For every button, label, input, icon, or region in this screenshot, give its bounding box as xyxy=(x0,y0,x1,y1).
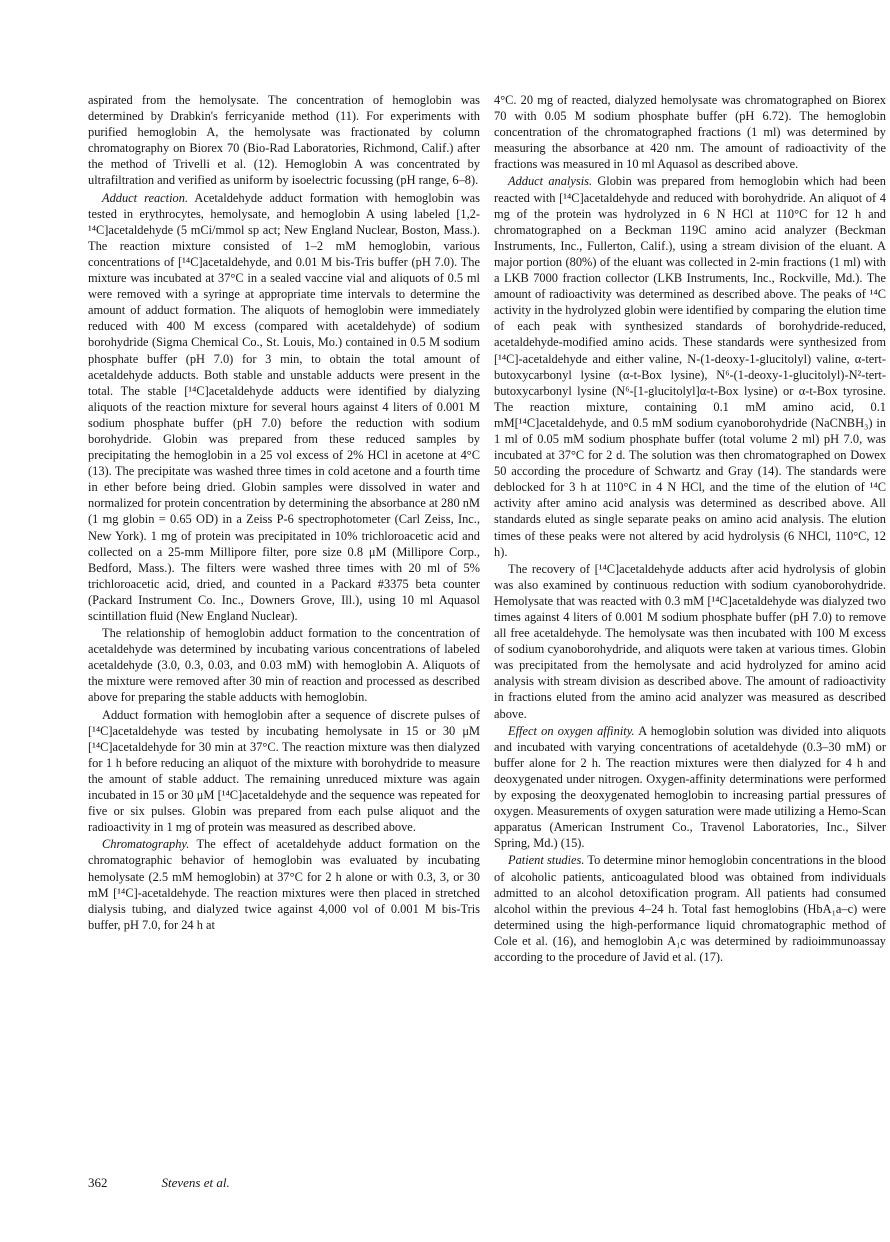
page-number: 362 xyxy=(88,1175,108,1190)
paragraph xyxy=(494,852,886,965)
paragraph-text: Globin was prepared from hemoglobin which had been reacted with [¹⁴C]acetaldehyde and reduced with borohydride. An aliquot of 4 mg of the protein was hydrolyzed in 6 N HCl at 110°C for 12 h and chromatographed on a Beckman 119C amino acid analyzer (Beckman Instruments, Inc., Fullerton, Calif.), using a stream division of the eluant. A major portion (80%) of the eluant was collected in 2-min fractions (1 ml) with a LKB 7000 fraction collector (LKB Instruments, Inc., Rockville, Md.). The amount of radioactivity was determined as described above. The peaks of ¹⁴C activity in the hydrolyzed globin were identified by comparing the elution time of each peak with synthesized standards of borohydride-reduced, acetaldehyde-modified amino acids. These standards were synthesized from [¹⁴C]-acetaldehyde and either valine, N-(1-deoxy-1-glucitolyl) valine, α-tert-butoxycarbonyl lysine (α-t-Box lysine), N⁶-(1-deoxy-1-glucitolyl)-N²-tert-butoxycarbonyl lysine (N⁶-[1-glucitolyl]α-t-Box lysine) or α-t-Box tyrosine. The reaction mixture, containing 0.1 mM amino acid, 0.1 mM[¹⁴C]acetaldehyde, and 0.5 mM sodium cyanoborohydride (NaCNBH₃) in 1 ml of 0.05 mM sodium phosphate buffer (total volume 2 ml) pH 7.0, was incubated at 37°C for 2 d. The solution was then chromatographed on Dowex 50 according the procedure of Schwartz and Gray (14). The standards were deblocked for 3 h at 110°C in 4 N HCl, and the time of the elution of ¹⁴C activity after amino acid analysis was determined as described above. All standards eluted as single separate peaks on amino acid analysis. The elution times of these peaks were not altered by acid hydrolysis (6 NHCl, 110°C, 12 h). xyxy=(494,174,886,559)
paragraph-text: Acetaldehyde adduct formation with hemoglobin was tested in erythrocytes, hemolysate, and hemoglobin A using labeled [1,2-¹⁴C]acetaldehyde (5 mCi/mmol sp act; New England Nuclear, Boston, Mass.). The reaction mixture consisted of 1–2 mM hemoglobin, various concentrations of [¹⁴C]acetaldehyde, and 0.01 M bis-Tris buffer (pH 7.0). The mixture was incubated at 37°C in a sealed vaccine vial and aliquots of 0.5 ml were removed with a syringe at appropriate time intervals to determine the amount of adduct formation. The aliquots of hemoglobin were immediately reduced with 400 M excess (compared with acetaldehyde) of sodium borohydride (Sigma Chemical Co., St. Louis, Mo.) contained in 0.5 M sodium phosphate buffer (pH 7.0) for 3 min, to obtain the total amount of acetaldehyde adducts. Both stable and unstable adducts were present in the total. The stable [¹⁴C]acetaldehyde adducts were identified by dialyzing aliquots of the reaction mixture for several hours against 4 liters of 0.001 M sodium phosphate buffer (pH 7.0) before the reduction with sodium borohydride. Globin was prepared from these reduced samples by precipitating the hemoglobin in a 25 vol excess of 2% HCl in acetone at 4°C (13). The precipitate was washed three times in cold acetone and a fourth time in ether before being dried. Globin samples were dissolved in water and normalized for protein concentration by determining the absorbance at 280 nM (1 mg globin = 0.65 OD) in a Zeiss P-6 spectrophotometer (Carl Zeiss, Inc., New York). 1 mg of protein was precipitated in 10% trichloroacetic acid and collected on a 25-mm Millipore filter, pore size 0.8 μM (Millipore Corp., Bedford, Mass.). The filters were washed three times with 20 ml of 5% trichloroacetic acid, dried, and counted in a Packard #3375 beta counter (Packard Instrument Co. Inc., Downers Grove, Ill.), using 10 ml Aquasol scintillation fluid (New England Nuclear). xyxy=(88,190,481,623)
section-heading: Effect on oxygen affinity. xyxy=(508,723,635,738)
paragraph: aspirated from the hemolysate. The concentration of hemoglobin was determined by Drabkin's ferricyanide method (11). For experiments with purified hemoglobin A, the hemolysate was fractionated by column chromatography on Biorex 70 (Bio-Rad Laboratories, Richmond, Calif.) after the method of Trivelli et al. (12). Hemoglobin A was concentrated by ultrafiltration and verified as uniform by isoelectric focussing (pH range, 6–8). xyxy=(88,93,480,188)
page-footer xyxy=(88,1175,230,1191)
paragraph-text: A hemoglobin solution was divided into aliquots and incubated with varying concentrations of acetaldehyde (0.3–30 mM) or buffer alone for 2 h. The reaction mixtures were then dialyzed for 4 h and deoxygenated under nitrogen. Oxygen-affinity determinations were performed by exposing the deoxygenated hemoglobin to increasing partial pressures of oxygen. Measurements of oxygen saturation were made utilizing a Hemo-Scan apparatus (American Instrument Co., Travenol Laboratories, Inc., Silver Spring, Md.) (15). xyxy=(494,723,886,851)
right-column xyxy=(494,92,886,965)
section-heading: Adduct reaction. xyxy=(102,190,189,205)
paragraph xyxy=(88,836,480,933)
paragraph: The recovery of [¹⁴C]acetaldehyde adducts after acid hydrolysis of globin was also examined by continuous reduction with sodium cyanoborohydride. Hemolysate that was reacted with 0.3 mM [¹⁴C]acetaldehyde was dialyzed two times against 4 liters of 0.001 M sodium phosphate buffer (pH 7.0) to remove all free acetaldehyde. The hemolysate was then incubated with 100 M excess of sodium cyanoborohydride, and aliquots were taken at various times. Globin was precipitated from the hemolysate and acid hydrolyzed for amino acid analysis with stream division as described above. The amount of radioactivity in fractions eluted from the amino acid analyzer was measured as described above. xyxy=(494,561,886,721)
paragraph-text: The effect of acetaldehyde adduct formation on the chromatographic behavior of hemoglobin was evaluated by incubating hemolysate (2.5 mM hemoglobin) at 37°C for 2 h alone or with 0.3, 3, or 30 mM [¹⁴C]-acetaldehyde. The reaction mixtures were then placed in stretched dialysis tubing, and dialyzed twice against 4,000 vol of 0.001 M bis-Tris buffer, pH 7.0, for 24 h at xyxy=(88,837,480,932)
paragraph: The relationship of hemoglobin adduct formation to the concentration of acetaldehyde was determined by incubating various concentrations of labeled acetaldehyde (3.0, 0.3, 0.03, and 0.03 mM) with hemoglobin A. Aliquots of the mixture were removed after 30 min of reaction and processed as described above for preparing the stable adducts with hemoglobin. xyxy=(88,626,480,705)
paragraph: 4°C. 20 mg of reacted, dialyzed hemolysate was chromatographed on Biorex 70 with 0.05 M sodium phosphate buffer (pH 6.72). The hemoglobin concentration of the chromatographed fractions (1 ml) was determined by measuring the absorbance at 420 nm. The amount of radioactivity of the fractions was measured in 10 ml Aquasol as described above. xyxy=(494,93,886,172)
section-heading: Chromatography. xyxy=(102,837,190,852)
paragraph xyxy=(494,173,886,559)
left-column xyxy=(88,92,480,933)
running-author: Stevens et al. xyxy=(161,1175,230,1190)
paragraph-text: To determine minor hemoglobin concentrations in the blood of alcoholic patients, anticoagulated blood was obtained from individuals admitted to an alcohol detoxification program. All patients had consumed alcohol within the previous 4–24 h. Total fast hemoglobins (HbA₁a–c) were determined using the high-performance liquid chromatographic method of Cole et al. (16), and hemoglobin A₁c was determined by radioimmunoassay according to the procedure of Javid et al. (17). xyxy=(494,853,886,964)
section-heading: Patient studies. xyxy=(508,853,585,868)
section-heading: Adduct analysis. xyxy=(508,174,593,189)
paragraph: Adduct formation with hemoglobin after a sequence of discrete pulses of [¹⁴C]acetaldehyde was tested by incubating hemolysate in 15 or 30 μM [¹⁴C]acetaldehyde for 30 min at 37°C. The reaction mixture was then dialyzed for 1 h before reducing an aliquot of the mixture with borohydride to measure the amount of stable adduct. The remaining unreduced mixture was again incubated in 15 or 30 μM [¹⁴C]acetaldehyde and the sequence was repeated for five or six pulses. Globin was prepared from each pulse aliquot and the radioactivity in 1 mg of protein was measured as described above. xyxy=(88,707,480,835)
paragraph xyxy=(88,190,480,625)
paragraph xyxy=(494,723,886,852)
